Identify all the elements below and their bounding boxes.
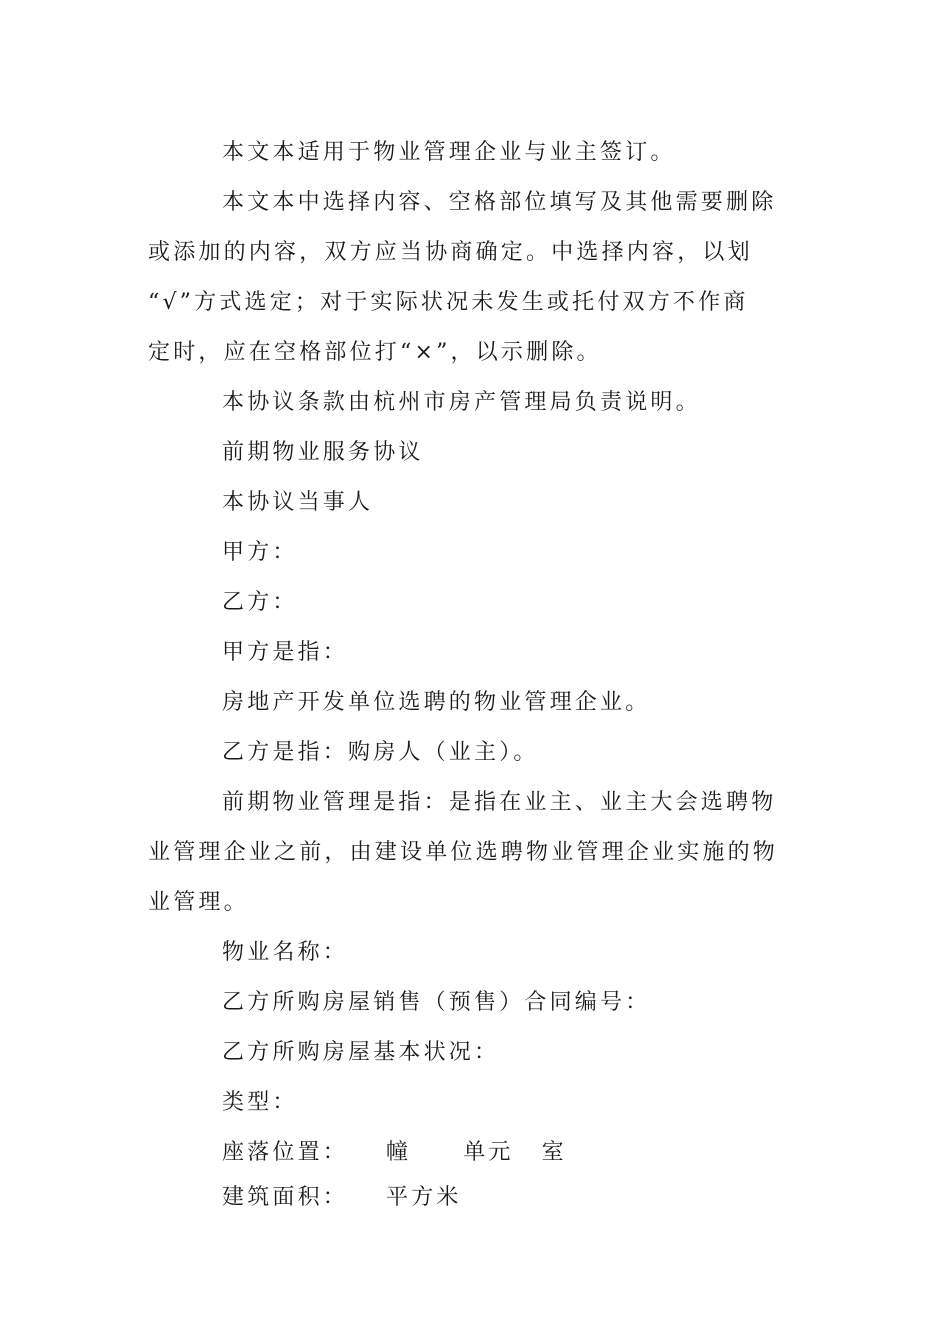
- party-a-field: 甲方：: [222, 540, 298, 565]
- para-scope: 本文本适用于物业管理企业与业主签订。: [222, 140, 676, 165]
- contract-number-field: 乙方所购房屋销售（预售）合同编号：: [222, 990, 651, 1015]
- para-instructions-line-2: 或添加的内容，双方应当协商确定。中选择内容，以划: [148, 240, 753, 265]
- parties-heading: 本协议当事人: [222, 490, 374, 515]
- area-unit: 平方米: [386, 1185, 462, 1210]
- house-type-field: 类型：: [222, 1090, 298, 1115]
- para-instructions-line-1: 本文本中选择内容、空格部位填写及其他需要删除: [222, 190, 777, 215]
- preliminary-management-def-line-2: 业管理企业之前，由建设单位选聘物业管理企业实施的物: [148, 840, 779, 865]
- location-unit-unit: 单元: [463, 1140, 514, 1165]
- para-instructions-line-3: “√”方式选定；对于实际状况未发生或托付双方不作商: [148, 290, 749, 315]
- preliminary-management-def-line-1: 前期物业管理是指：是指在业主、业主大会选聘物: [222, 790, 777, 815]
- property-name-field: 物业名称：: [222, 940, 349, 965]
- party-a-definition-label: 甲方是指：: [222, 640, 349, 665]
- location-field: [222, 1138, 882, 1168]
- party-a-definition: 房地产开发单位选聘的物业管理企业。: [222, 690, 651, 715]
- party-b-definition: 乙方是指：购房人（业主）。: [222, 740, 539, 765]
- location-room-unit: 室: [541, 1140, 567, 1165]
- area-field: [222, 1183, 882, 1213]
- location-label: 座落位置：: [222, 1140, 349, 1165]
- para-interpretation: 本协议条款由杭州市房产管理局负责说明。: [222, 390, 701, 415]
- party-b-field: 乙方：: [222, 590, 298, 615]
- location-building-unit: 幢: [386, 1140, 412, 1165]
- house-basic-info-heading: 乙方所购房屋基本状况：: [222, 1040, 500, 1065]
- para-instructions-line-4: 定时，应在空格部位打“×”，以示删除。: [148, 340, 602, 365]
- preliminary-management-def-line-3: 业管理。: [148, 890, 249, 915]
- agreement-title: 前期物业服务协议: [222, 440, 424, 465]
- area-label: 建筑面积：: [222, 1185, 349, 1210]
